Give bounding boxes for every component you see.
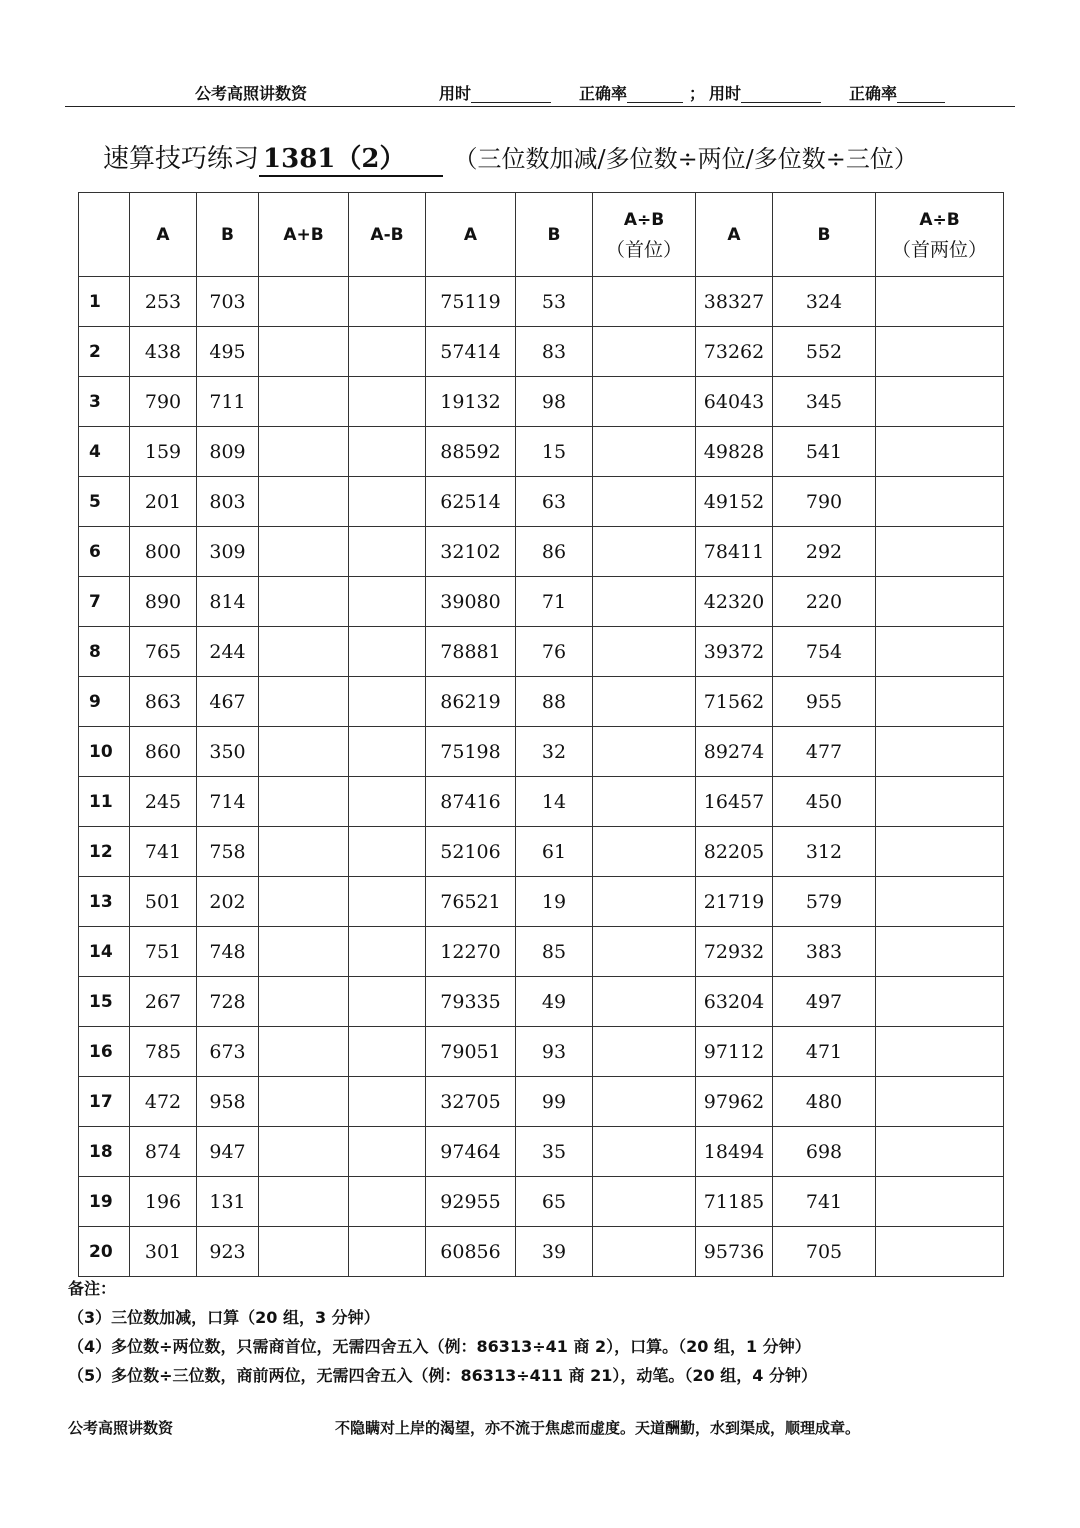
- cell-a3: 82205: [696, 827, 773, 877]
- cell-b3: 450: [773, 777, 876, 827]
- title-code: 1381（2）: [259, 143, 443, 177]
- cell-b1: 814: [197, 577, 259, 627]
- header-index: [79, 193, 130, 277]
- cell-b2: 83: [516, 327, 593, 377]
- cell-a3: 97112: [696, 1027, 773, 1077]
- table-row: [79, 377, 1004, 427]
- header-brand: 公考高照讲数资: [195, 84, 308, 103]
- answer-div-first[interactable]: [593, 1027, 696, 1077]
- answer-div-first[interactable]: [593, 977, 696, 1027]
- cell-a2: 52106: [426, 827, 516, 877]
- cell-b3: 324: [773, 277, 876, 327]
- header-a1: A: [130, 193, 197, 277]
- cell-a1: 196: [130, 1177, 197, 1227]
- answer-diff[interactable]: [349, 327, 426, 377]
- row-index: 18: [79, 1127, 130, 1177]
- cell-a3: 72932: [696, 927, 773, 977]
- cell-a1: 790: [130, 377, 197, 427]
- cell-b2: 88: [516, 677, 593, 727]
- answer-sum[interactable]: [259, 377, 349, 427]
- cell-a2: 87416: [426, 777, 516, 827]
- answer-div-first[interactable]: [593, 727, 696, 777]
- answer-div-first-two[interactable]: [876, 977, 1004, 1027]
- answer-div-first[interactable]: [593, 427, 696, 477]
- answer-div-first[interactable]: [593, 477, 696, 527]
- cell-a3: 63204: [696, 977, 773, 1027]
- row-index: 17: [79, 1077, 130, 1127]
- cell-a2: 86219: [426, 677, 516, 727]
- table-row: [79, 527, 1004, 577]
- answer-div-first-two[interactable]: [876, 277, 1004, 327]
- note-line: （4）多位数÷两位数，只需商首位，无需四舍五入（例：86313÷41 商 2），口算。（20 组，1 分钟）: [68, 1337, 811, 1356]
- cell-a1: 201: [130, 477, 197, 527]
- header-sum: A+B: [259, 193, 349, 277]
- cell-b3: 471: [773, 1027, 876, 1077]
- cell-a2: 76521: [426, 877, 516, 927]
- answer-div-first[interactable]: [593, 1077, 696, 1127]
- row-index: 14: [79, 927, 130, 977]
- cell-a1: 741: [130, 827, 197, 877]
- cell-b1: 131: [197, 1177, 259, 1227]
- answer-sum[interactable]: [259, 577, 349, 627]
- cell-b1: 673: [197, 1027, 259, 1077]
- answer-div-first-two[interactable]: [876, 1027, 1004, 1077]
- row-index: 16: [79, 1027, 130, 1077]
- answer-div-first[interactable]: [593, 1227, 696, 1277]
- answer-div-first[interactable]: [593, 1177, 696, 1227]
- cell-b3: 383: [773, 927, 876, 977]
- cell-a3: 21719: [696, 877, 773, 927]
- answer-diff[interactable]: [349, 877, 426, 927]
- cell-b1: 350: [197, 727, 259, 777]
- cell-a2: 78881: [426, 627, 516, 677]
- answer-div-first[interactable]: [593, 827, 696, 877]
- answer-div-first-two[interactable]: [876, 1127, 1004, 1177]
- cell-a3: 18494: [696, 1127, 773, 1177]
- cell-a1: 751: [130, 927, 197, 977]
- cell-a3: 42320: [696, 577, 773, 627]
- answer-sum[interactable]: [259, 427, 349, 477]
- answer-div-first[interactable]: [593, 627, 696, 677]
- answer-sum[interactable]: [259, 1227, 349, 1277]
- cell-a1: 501: [130, 877, 197, 927]
- answer-sum[interactable]: [259, 777, 349, 827]
- cell-b2: 98: [516, 377, 593, 427]
- header-a2: A: [426, 193, 516, 277]
- time-blank-1[interactable]: [471, 86, 551, 103]
- table-row: [79, 327, 1004, 377]
- answer-sum[interactable]: [259, 1027, 349, 1077]
- notes: [68, 1274, 817, 1390]
- cell-a1: 765: [130, 627, 197, 677]
- cell-a2: 97464: [426, 1127, 516, 1177]
- cell-b3: 312: [773, 827, 876, 877]
- note-line: （3）三位数加减，口算（20 组，3 分钟）: [68, 1308, 380, 1327]
- cell-b2: 85: [516, 927, 593, 977]
- answer-diff[interactable]: [349, 1127, 426, 1177]
- cell-b3: 292: [773, 527, 876, 577]
- answer-div-first[interactable]: [593, 777, 696, 827]
- table-row: [79, 727, 1004, 777]
- cell-b1: 748: [197, 927, 259, 977]
- table-row: [79, 827, 1004, 877]
- cell-a2: 60856: [426, 1227, 516, 1277]
- cell-b2: 63: [516, 477, 593, 527]
- cell-b2: 39: [516, 1227, 593, 1277]
- answer-sum[interactable]: [259, 477, 349, 527]
- cell-b3: 698: [773, 1127, 876, 1177]
- cell-a2: 75119: [426, 277, 516, 327]
- cell-a1: 438: [130, 327, 197, 377]
- cell-a3: 39372: [696, 627, 773, 677]
- answer-diff[interactable]: [349, 527, 426, 577]
- cell-a1: 253: [130, 277, 197, 327]
- table-row: [79, 1177, 1004, 1227]
- answer-div-first[interactable]: [593, 877, 696, 927]
- answer-div-first-two[interactable]: [876, 827, 1004, 877]
- cell-a2: 79051: [426, 1027, 516, 1077]
- cell-a3: 73262: [696, 327, 773, 377]
- answer-sum[interactable]: [259, 1127, 349, 1177]
- cell-b2: 65: [516, 1177, 593, 1227]
- table-row: [79, 277, 1004, 327]
- answer-sum[interactable]: [259, 927, 349, 977]
- answer-div-first-two[interactable]: [876, 627, 1004, 677]
- row-index: 9: [79, 677, 130, 727]
- cell-b1: 202: [197, 877, 259, 927]
- table-row: [79, 677, 1004, 727]
- table-row: [79, 1077, 1004, 1127]
- table-row: [79, 627, 1004, 677]
- header-div-first: A÷B （首位）: [593, 193, 696, 277]
- cell-b3: 754: [773, 627, 876, 677]
- page-header: [65, 76, 1015, 107]
- cell-a2: 39080: [426, 577, 516, 627]
- answer-div-first[interactable]: [593, 1127, 696, 1177]
- answer-div-first-two[interactable]: [876, 427, 1004, 477]
- answer-sum[interactable]: [259, 527, 349, 577]
- cell-a3: 64043: [696, 377, 773, 427]
- answer-diff[interactable]: [349, 477, 426, 527]
- cell-a2: 75198: [426, 727, 516, 777]
- cell-a3: 71185: [696, 1177, 773, 1227]
- answer-diff[interactable]: [349, 777, 426, 827]
- table-row: [79, 477, 1004, 527]
- row-index: 7: [79, 577, 130, 627]
- cell-b1: 809: [197, 427, 259, 477]
- notes-label: 备注：: [68, 1279, 117, 1298]
- cell-b3: 480: [773, 1077, 876, 1127]
- answer-div-first-two[interactable]: [876, 677, 1004, 727]
- note-line: （5）多位数÷三位数，商前两位，无需四舍五入（例：86313÷411 商 21），动笔。（20 组，4 分钟）: [68, 1366, 817, 1385]
- page-title: [103, 138, 918, 177]
- cell-b3: 497: [773, 977, 876, 1027]
- cell-a1: 245: [130, 777, 197, 827]
- cell-b2: 35: [516, 1127, 593, 1177]
- cell-a1: 301: [130, 1227, 197, 1277]
- row-index: 13: [79, 877, 130, 927]
- answer-sum[interactable]: [259, 277, 349, 327]
- cell-a1: 159: [130, 427, 197, 477]
- accuracy-blank-2[interactable]: [897, 86, 945, 103]
- header-b2: B: [516, 193, 593, 277]
- answer-div-first-two[interactable]: [876, 727, 1004, 777]
- answer-div-first-two[interactable]: [876, 327, 1004, 377]
- answer-diff[interactable]: [349, 827, 426, 877]
- table-row: [79, 927, 1004, 977]
- answer-diff[interactable]: [349, 1177, 426, 1227]
- answer-div-first-two[interactable]: [876, 777, 1004, 827]
- answer-div-first[interactable]: [593, 677, 696, 727]
- cell-a2: 88592: [426, 427, 516, 477]
- time-field-1[interactable]: 用时: [439, 81, 471, 104]
- cell-b2: 49: [516, 977, 593, 1027]
- answer-div-first-two[interactable]: [876, 377, 1004, 427]
- answer-div-first[interactable]: [593, 377, 696, 427]
- answer-diff[interactable]: [349, 1077, 426, 1127]
- cell-b2: 53: [516, 277, 593, 327]
- table-row: [79, 1227, 1004, 1277]
- header-div-first-two: A÷B （首两位）: [876, 193, 1004, 277]
- cell-b3: 579: [773, 877, 876, 927]
- time-field-2[interactable]: 用时: [709, 81, 741, 104]
- cell-b1: 711: [197, 377, 259, 427]
- answer-sum[interactable]: [259, 677, 349, 727]
- answer-diff[interactable]: [349, 1027, 426, 1077]
- title-subtitle: （三位数加减/多位数÷两位/多位数÷三位）: [453, 145, 918, 173]
- row-index: 6: [79, 527, 130, 577]
- row-index: 1: [79, 277, 130, 327]
- row-index: 19: [79, 1177, 130, 1227]
- answer-diff[interactable]: [349, 577, 426, 627]
- answer-diff[interactable]: [349, 1227, 426, 1277]
- answer-diff[interactable]: [349, 977, 426, 1027]
- cell-b3: 741: [773, 1177, 876, 1227]
- cell-b3: 345: [773, 377, 876, 427]
- answer-diff[interactable]: [349, 627, 426, 677]
- cell-b1: 244: [197, 627, 259, 677]
- cell-a1: 785: [130, 1027, 197, 1077]
- cell-a3: 49152: [696, 477, 773, 527]
- cell-a2: 12270: [426, 927, 516, 977]
- footer-brand: 公考高照讲数资: [68, 1419, 174, 1437]
- cell-b2: 15: [516, 427, 593, 477]
- row-index: 15: [79, 977, 130, 1027]
- cell-b1: 495: [197, 327, 259, 377]
- cell-a2: 92955: [426, 1177, 516, 1227]
- row-index: 20: [79, 1227, 130, 1277]
- answer-sum[interactable]: [259, 1077, 349, 1127]
- answer-div-first[interactable]: [593, 577, 696, 627]
- title-main: 速算技巧练习: [103, 144, 260, 174]
- answer-diff[interactable]: [349, 727, 426, 777]
- cell-a2: 32705: [426, 1077, 516, 1127]
- cell-b3: 552: [773, 327, 876, 377]
- cell-a1: 874: [130, 1127, 197, 1177]
- time-blank-2[interactable]: [741, 86, 821, 103]
- cell-b1: 467: [197, 677, 259, 727]
- cell-b1: 947: [197, 1127, 259, 1177]
- cell-a3: 89274: [696, 727, 773, 777]
- answer-div-first-two[interactable]: [876, 527, 1004, 577]
- header-b3: B: [773, 193, 876, 277]
- accuracy-field-2[interactable]: 正确率: [849, 81, 897, 104]
- answer-div-first-two[interactable]: [876, 1077, 1004, 1127]
- header-b1: B: [197, 193, 259, 277]
- cell-b1: 758: [197, 827, 259, 877]
- header-diff: A-B: [349, 193, 426, 277]
- answer-diff[interactable]: [349, 277, 426, 327]
- answer-sum[interactable]: [259, 1177, 349, 1227]
- answer-diff[interactable]: [349, 677, 426, 727]
- answer-div-first[interactable]: [593, 527, 696, 577]
- accuracy-blank-1[interactable]: [627, 86, 683, 103]
- cell-a1: 860: [130, 727, 197, 777]
- cell-a3: 71562: [696, 677, 773, 727]
- row-index: 12: [79, 827, 130, 877]
- cell-a2: 57414: [426, 327, 516, 377]
- answer-div-first-two[interactable]: [876, 1227, 1004, 1277]
- answer-sum[interactable]: [259, 877, 349, 927]
- cell-b1: 714: [197, 777, 259, 827]
- answer-sum[interactable]: [259, 827, 349, 877]
- table-row: [79, 1027, 1004, 1077]
- cell-a1: 472: [130, 1077, 197, 1127]
- cell-a3: 16457: [696, 777, 773, 827]
- cell-b2: 19: [516, 877, 593, 927]
- answer-sum[interactable]: [259, 727, 349, 777]
- row-index: 3: [79, 377, 130, 427]
- table-row: [79, 427, 1004, 477]
- row-index: 8: [79, 627, 130, 677]
- cell-b3: 790: [773, 477, 876, 527]
- cell-b1: 703: [197, 277, 259, 327]
- cell-a2: 19132: [426, 377, 516, 427]
- row-index: 2: [79, 327, 130, 377]
- answer-div-first[interactable]: [593, 277, 696, 327]
- cell-a1: 800: [130, 527, 197, 577]
- cell-b1: 923: [197, 1227, 259, 1277]
- cell-b2: 76: [516, 627, 593, 677]
- answer-div-first-two[interactable]: [876, 577, 1004, 627]
- row-index: 11: [79, 777, 130, 827]
- cell-a1: 863: [130, 677, 197, 727]
- table-row: [79, 877, 1004, 927]
- cell-b2: 71: [516, 577, 593, 627]
- table-row: [79, 577, 1004, 627]
- cell-b3: 220: [773, 577, 876, 627]
- row-index: 10: [79, 727, 130, 777]
- header-separator: ；: [689, 84, 706, 103]
- cell-b3: 477: [773, 727, 876, 777]
- cell-b3: 541: [773, 427, 876, 477]
- cell-a3: 97962: [696, 1077, 773, 1127]
- header-a3: A: [696, 193, 773, 277]
- cell-b2: 86: [516, 527, 593, 577]
- answer-diff[interactable]: [349, 377, 426, 427]
- cell-a1: 890: [130, 577, 197, 627]
- answer-diff[interactable]: [349, 927, 426, 977]
- cell-b3: 705: [773, 1227, 876, 1277]
- cell-a2: 32102: [426, 527, 516, 577]
- answer-diff[interactable]: [349, 427, 426, 477]
- answer-div-first-two[interactable]: [876, 927, 1004, 977]
- cell-b1: 728: [197, 977, 259, 1027]
- cell-b3: 955: [773, 677, 876, 727]
- table-header-row: [79, 193, 1004, 277]
- cell-a1: 267: [130, 977, 197, 1027]
- cell-b1: 958: [197, 1077, 259, 1127]
- practice-table: [78, 192, 1004, 1277]
- answer-div-first-two[interactable]: [876, 1177, 1004, 1227]
- answer-div-first[interactable]: [593, 327, 696, 377]
- cell-a3: 95736: [696, 1227, 773, 1277]
- cell-b1: 803: [197, 477, 259, 527]
- cell-a2: 79335: [426, 977, 516, 1027]
- cell-b2: 32: [516, 727, 593, 777]
- table-row: [79, 777, 1004, 827]
- cell-a3: 49828: [696, 427, 773, 477]
- row-index: 5: [79, 477, 130, 527]
- table-row: [79, 1127, 1004, 1177]
- accuracy-field-1[interactable]: 正确率: [579, 81, 627, 104]
- cell-a3: 78411: [696, 527, 773, 577]
- cell-b2: 61: [516, 827, 593, 877]
- cell-b2: 99: [516, 1077, 593, 1127]
- answer-sum[interactable]: [259, 627, 349, 677]
- cell-a2: 62514: [426, 477, 516, 527]
- answer-sum[interactable]: [259, 977, 349, 1027]
- answer-sum[interactable]: [259, 327, 349, 377]
- cell-b2: 14: [516, 777, 593, 827]
- table-row: [79, 977, 1004, 1027]
- cell-a3: 38327: [696, 277, 773, 327]
- answer-div-first[interactable]: [593, 927, 696, 977]
- cell-b1: 309: [197, 527, 259, 577]
- row-index: 4: [79, 427, 130, 477]
- footer-slogan: 不隐瞒对上岸的渴望，亦不流于焦虑而虚度。天道酬勤，水到渠成，顺理成章。: [335, 1419, 861, 1437]
- answer-div-first-two[interactable]: [876, 477, 1004, 527]
- cell-b2: 93: [516, 1027, 593, 1077]
- answer-div-first-two[interactable]: [876, 877, 1004, 927]
